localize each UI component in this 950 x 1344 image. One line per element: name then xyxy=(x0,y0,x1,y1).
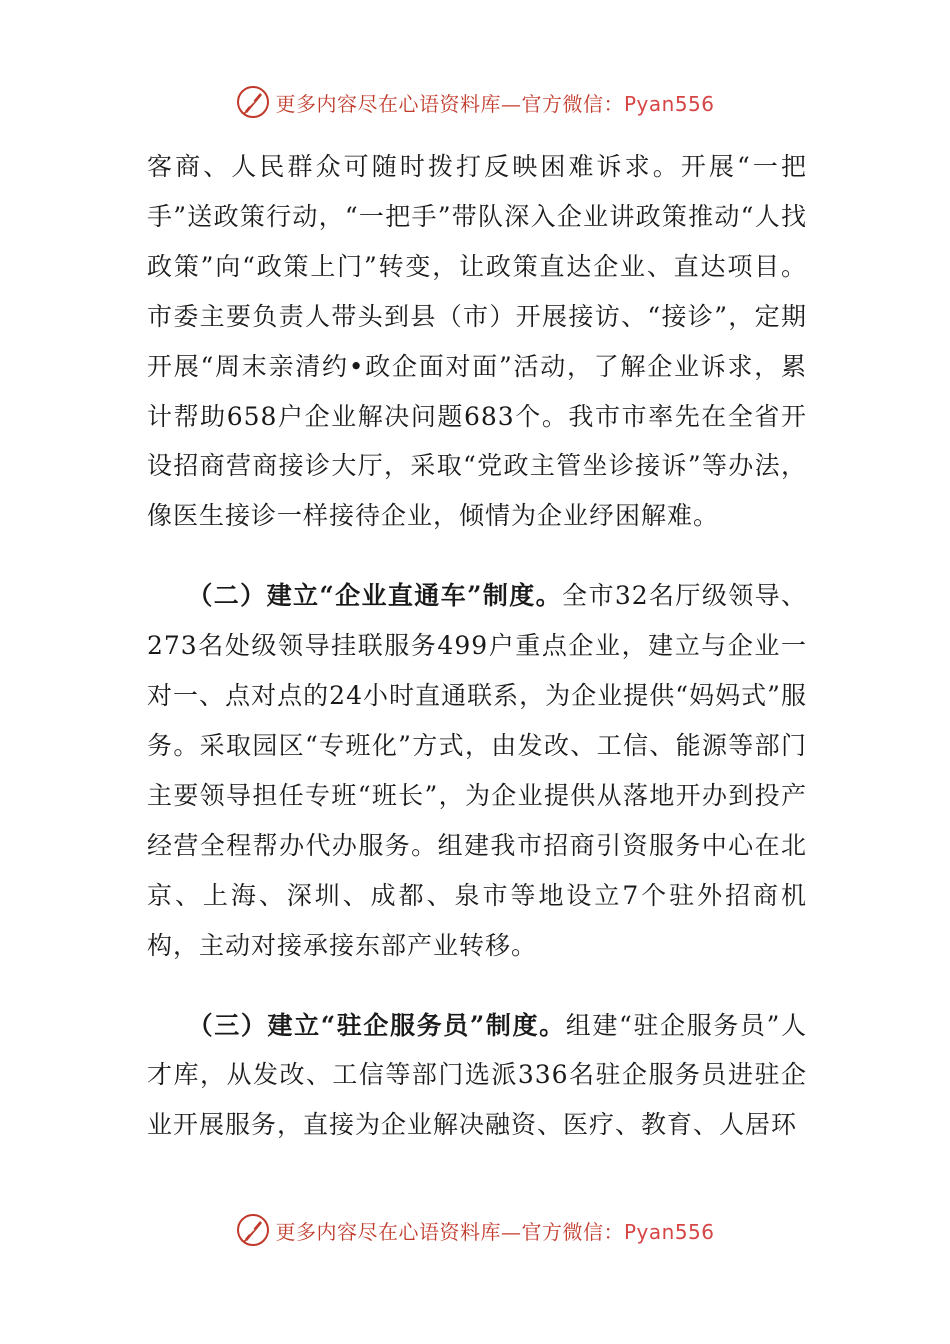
footer-banner-text xyxy=(275,1216,714,1245)
header-brand: 更多内容尽在心语资料库 xyxy=(275,91,501,116)
feather-pen-logo-icon xyxy=(235,84,271,120)
footer-brand: 更多内容尽在心语资料库 xyxy=(275,1219,501,1244)
header-wechat-id: Pyan556 xyxy=(623,91,715,116)
header-banner xyxy=(0,80,950,124)
document-body xyxy=(147,142,807,1150)
footer-separator: — xyxy=(500,1219,522,1244)
paragraph-2 xyxy=(147,571,807,970)
header-banner-text xyxy=(275,88,714,117)
paragraph-3-text: 组建“驻企服务员”人才库，从发改、工信等部门选派336名驻企服务员进驻企业开展服务，直接为企业解决融资、医疗、教育、人居环 xyxy=(147,1010,808,1140)
header-separator: — xyxy=(500,91,522,116)
footer-banner xyxy=(0,1208,950,1252)
footer-wechat-id: Pyan556 xyxy=(623,1219,715,1244)
footer-wechat-label: 官方微信： xyxy=(521,1219,624,1244)
paragraph-2-text: 全市32名厅级领导、273名处级领导挂联服务499户重点企业，建立与企业一对一、点对点的24小时直通联系，为企业提供“妈妈式”服务。采取园区“专班化”方式，由发改、工信、能源等部门主要领导担任专班“班长”，为企业提供从落地开办到投产经营全程帮办代办服务。组建我市招商引资服务中心在北京、上海、深圳、成都、泉市等地设立7个驻外招商机构，主动对接承接东部产业转移。 xyxy=(147,581,807,960)
paragraph-1: 客商、人民群众可随时拨打反映困难诉求。开展“一把手”送政策行动，“一把手”带队深入企业讲政策推动“人找政策”向“政策上门”转变，让政策直达企业、直达项目。市委主要负责人带头到县（市）开展接访、“接诊”，定期开展“周末亲清约•政企面对面”活动，了解企业诉求，累计帮助658户企业解决问题683个。我市市率先在全省开设招商营商接诊大厅，采取“党政主管坐诊接诉”等办法，像医生接诊一样接待企业，倾情为企业纾困解难。 xyxy=(147,152,807,531)
paragraph-3-heading: （三）建立“驻企服务员”制度。 xyxy=(187,1010,566,1040)
paragraph-3 xyxy=(147,1001,807,1151)
header-wechat-label: 官方微信： xyxy=(521,91,624,116)
paragraph-2-heading: （二）建立“企业直通车”制度。 xyxy=(187,581,563,611)
feather-pen-logo-icon xyxy=(235,1212,271,1248)
